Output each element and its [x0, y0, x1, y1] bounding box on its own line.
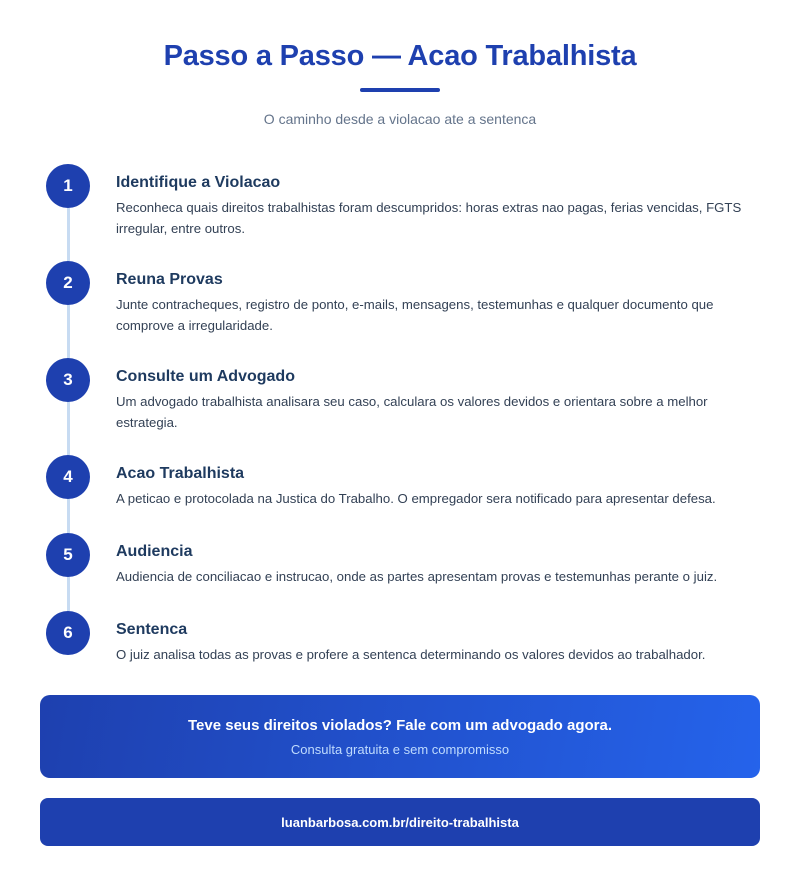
- step-title: Consulte um Advogado: [116, 368, 295, 385]
- step-description: Audiencia de conciliacao e instrucao, onde as partes apresentam provas e testemunhas perante o juiz.: [116, 569, 718, 584]
- cta-banner[interactable]: [40, 695, 760, 778]
- step-title: Audiencia: [116, 543, 193, 560]
- step-number-badge: 3: [46, 358, 90, 402]
- step-number-badge: 4: [46, 455, 90, 499]
- step-title: Identifique a Violacao: [116, 174, 281, 191]
- page-title: Passo a Passo — Acao Trabalhista: [163, 40, 637, 72]
- timeline-connector: [67, 577, 70, 611]
- step-description: Junte contracheques, registro de ponto, e-mails, mensagens, testemunhas e qualquer documento que comprove a irregularidade.: [116, 297, 714, 333]
- step-number-badge: 6: [46, 611, 90, 655]
- step-description: Reconheca quais direitos trabalhistas foram descumpridos: horas extras nao pagas, ferias vencidas, FGTS irregular, entre outros.: [116, 200, 742, 236]
- timeline-connector: [67, 208, 70, 261]
- cta-title: Teve seus direitos violados? Fale com um advogado agora.: [187, 717, 612, 734]
- title-underline: [360, 88, 440, 92]
- page-subtitle: O caminho desde a violacao ate a sentenca: [263, 111, 537, 127]
- timeline-connector: [67, 499, 70, 533]
- website-link[interactable]: luanbarbosa.com.br/direito-trabalhista: [40, 798, 760, 846]
- cta-subtitle: Consulta gratuita e sem compromisso: [290, 742, 510, 757]
- step-title: Reuna Provas: [116, 271, 223, 288]
- step-number-badge: 5: [46, 533, 90, 577]
- timeline-connector: [67, 305, 70, 358]
- step-title: Acao Trabalhista: [116, 465, 245, 482]
- step-number-badge: 1: [46, 164, 90, 208]
- page-header: [0, 0, 800, 129]
- step-description: A peticao e protocolada na Justica do Trabalho. O empregador sera notificado para apresentar defesa.: [116, 491, 716, 506]
- step-number-badge: 2: [46, 261, 90, 305]
- step-title: Sentenca: [116, 621, 188, 638]
- step-description: Um advogado trabalhista analisara seu caso, calculara os valores devidos e orientara sobre a melhor estrategia.: [116, 394, 708, 430]
- timeline-connector: [67, 402, 70, 455]
- step-description: O juiz analisa todas as provas e profere a sentenca determinando os valores devidos ao trabalhador.: [116, 647, 706, 662]
